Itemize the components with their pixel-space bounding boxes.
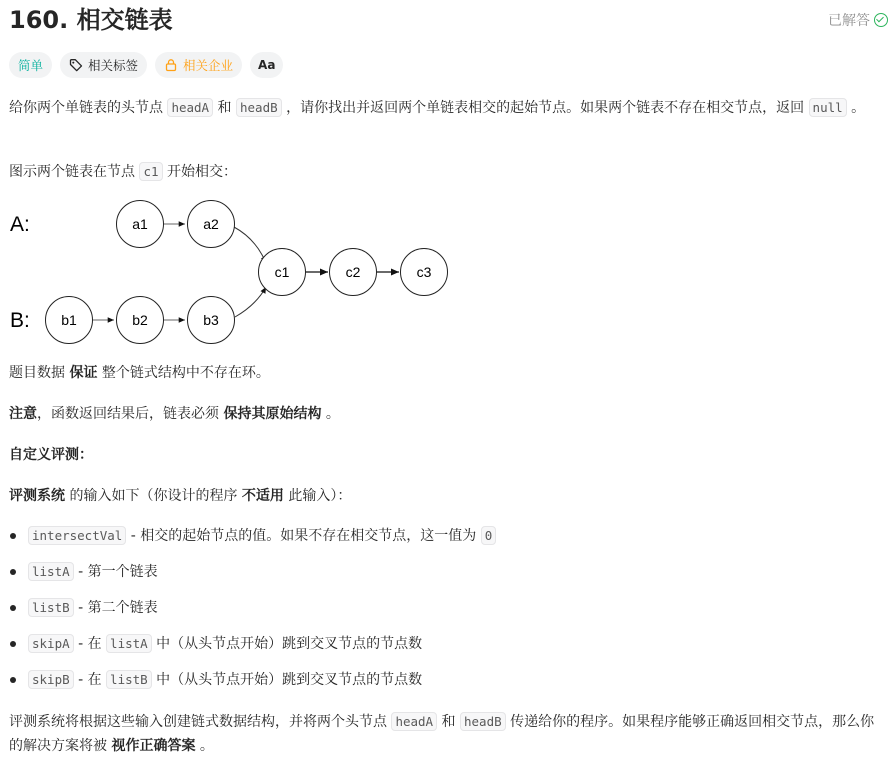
bold-text: 评测系统 bbox=[9, 488, 65, 504]
judge-input-list bbox=[9, 522, 496, 702]
code-headA: headA bbox=[167, 98, 213, 117]
judge-input-intro bbox=[9, 484, 880, 508]
list-item bbox=[9, 630, 496, 666]
text: 传递给你的程序。如果程序能够正确返回相交节点，那么你的解决方案将被 bbox=[9, 714, 875, 754]
node-c1 bbox=[259, 249, 306, 296]
text: - 第二个链表 bbox=[73, 600, 158, 616]
text: 开始相交： bbox=[162, 164, 237, 180]
text: 。 bbox=[846, 100, 866, 116]
node-b3 bbox=[188, 297, 235, 344]
node-a1-label: a1 bbox=[132, 216, 148, 232]
text: 和 bbox=[437, 714, 460, 730]
text: 和 bbox=[213, 100, 236, 116]
code-text: listB bbox=[106, 670, 152, 689]
code-c1: c1 bbox=[139, 162, 162, 181]
code-headB: headB bbox=[460, 712, 506, 731]
lock-icon bbox=[164, 58, 178, 72]
text: - 在 bbox=[73, 636, 107, 652]
text: 整个链式结构中不存在环。 bbox=[97, 365, 270, 381]
description-paragraph-1 bbox=[9, 96, 880, 120]
node-c2-label: c2 bbox=[345, 264, 361, 280]
node-c1-label: c1 bbox=[274, 264, 290, 280]
translate-icon: Aa bbox=[258, 58, 276, 72]
node-b2-label: b2 bbox=[132, 312, 148, 328]
code-null: null bbox=[809, 98, 847, 117]
text: - 相交的起始节点的值。如果不存在相交节点，这一值为 bbox=[126, 528, 481, 544]
list-item bbox=[9, 666, 496, 702]
node-c3-label: c3 bbox=[416, 264, 432, 280]
solved-status bbox=[828, 10, 888, 30]
code-text: skipA bbox=[28, 634, 74, 653]
text: 。 bbox=[321, 406, 340, 422]
node-a2 bbox=[188, 201, 235, 248]
node-b3-label: b3 bbox=[203, 312, 219, 328]
text: ，函数返回结果后，链表必须 bbox=[37, 406, 224, 422]
list-item bbox=[9, 594, 496, 630]
difficulty-label: 简单 bbox=[18, 58, 44, 73]
code-text: skipB bbox=[28, 670, 74, 689]
related-topics-label: 相关标签 bbox=[88, 58, 139, 73]
translate-button[interactable] bbox=[250, 52, 283, 78]
bold-text: 视作正确答案 bbox=[111, 738, 196, 754]
code-headA: headA bbox=[391, 712, 437, 731]
code-headB: headB bbox=[236, 98, 282, 117]
code-text: intersectVal bbox=[28, 526, 126, 545]
code-text: listA bbox=[28, 562, 74, 581]
attention-note bbox=[9, 402, 880, 426]
text: 。 bbox=[195, 738, 214, 754]
bold-text: 不适用 bbox=[241, 488, 284, 504]
custom-judge-heading bbox=[9, 443, 880, 467]
code-text: listB bbox=[28, 598, 74, 617]
code-text: 0 bbox=[481, 526, 497, 545]
text: - 第一个链表 bbox=[73, 564, 158, 580]
related-topics-button[interactable] bbox=[60, 52, 147, 78]
tag-bar bbox=[9, 52, 283, 78]
list-a-label: A: bbox=[10, 213, 30, 236]
text: 此输入）： bbox=[283, 488, 352, 504]
problem-title: 160. 相交链表 bbox=[9, 6, 173, 34]
problem-header bbox=[9, 2, 888, 38]
final-paragraph bbox=[9, 710, 880, 758]
solved-label: 已解答 bbox=[828, 13, 870, 29]
check-circle-icon bbox=[874, 13, 888, 27]
code-text: listA bbox=[106, 634, 152, 653]
node-b1 bbox=[46, 297, 93, 344]
node-a1 bbox=[117, 201, 164, 248]
node-a2-label: a2 bbox=[203, 216, 219, 232]
list-item bbox=[9, 522, 496, 558]
text: 中（从头节点开始）跳到交叉节点的节点数 bbox=[151, 636, 423, 652]
no-cycle-note bbox=[9, 361, 880, 385]
bold-text: 自定义评测： bbox=[9, 447, 93, 463]
text: 的输入如下（你设计的程序 bbox=[65, 488, 242, 504]
node-b1-label: b1 bbox=[61, 312, 77, 328]
description-paragraph-2 bbox=[9, 160, 880, 184]
text: 给你两个单链表的头节点 bbox=[9, 100, 168, 116]
text: 图示两个链表在节点 bbox=[9, 164, 140, 180]
related-companies-label: 相关企业 bbox=[183, 58, 234, 73]
difficulty-badge bbox=[9, 52, 52, 78]
bold-text: 注意 bbox=[9, 406, 37, 422]
node-b2 bbox=[117, 297, 164, 344]
bold-text: 保证 bbox=[69, 365, 98, 381]
text: 评测系统将根据这些输入创建链式数据结构，并将两个头节点 bbox=[9, 714, 392, 730]
text: 中（从头节点开始）跳到交叉节点的节点数 bbox=[151, 672, 423, 688]
node-c2 bbox=[330, 249, 377, 296]
list-item bbox=[9, 558, 496, 594]
bold-text: 保持其原始结构 bbox=[223, 406, 322, 422]
node-c3 bbox=[401, 249, 448, 296]
text: 题目数据 bbox=[9, 365, 70, 381]
linked-list-diagram bbox=[0, 195, 470, 345]
text: ，请你找出并返回两个单链表相交的起始节点。如果两个链表不存在相交节点，返回 bbox=[281, 100, 809, 116]
text: - 在 bbox=[73, 672, 107, 688]
list-b-label: B: bbox=[10, 309, 30, 332]
tag-icon bbox=[69, 58, 83, 72]
related-companies-button[interactable] bbox=[155, 52, 242, 78]
